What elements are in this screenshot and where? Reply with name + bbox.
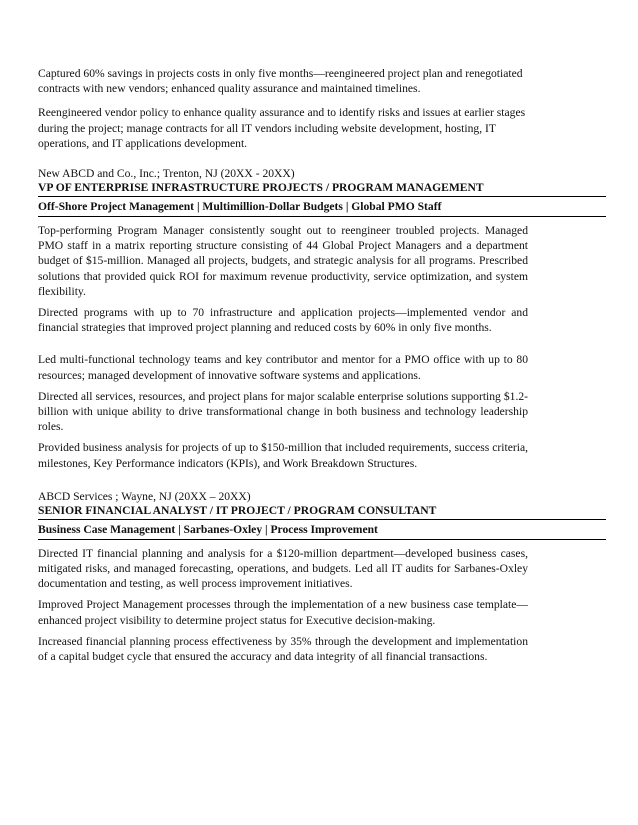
- top-achievement: Captured 60% savings in projects costs in only five months—reengineered project plan and renegotiated contracts with new vendors; enhanced quality assurance and maintained timelines.: [38, 67, 523, 96]
- job-company: ABCD Services ; Wayne, NJ (20XX – 20XX): [38, 489, 251, 503]
- top-achievement: Reengineered vendor policy to enhance quality assurance and to identify risks and issues at earlier stages during the project; manage contracts for all IT vendors including website development, hosting, IT operations, and IT applications development.: [38, 106, 526, 150]
- job-achievement: Provided business analysis for projects of up to $150-million that included requirements, success criteria, milestones, Key Performance indicators (KPIs), and Work Breakdown Structures.: [38, 441, 528, 470]
- resume-page: [38, 66, 528, 664]
- job-achievement: Led multi-functional technology teams and key contributor and mentor for a PMO office with up to 80 resources; managed development of innovative software systems and applications.: [38, 353, 528, 382]
- job-section: [38, 167, 528, 471]
- job-achievement: Directed IT financial planning and analysis for a $120-million department—developed business cases, mitigated risks, and managed forecasting, operations, and budgets. Led all IT audits for Sarbanes-Oxley documentation and testing, as well process improvement initiatives.: [38, 546, 528, 591]
- job-company: New ABCD and Co., Inc.; Trenton, NJ (20XX - 20XX): [38, 167, 295, 181]
- job-focus-areas: Business Case Management | Sarbanes-Oxley | Process Improvement: [38, 519, 606, 540]
- job-focus-areas: Off-Shore Project Management | Multimillion-Dollar Budgets | Global PMO Staff: [38, 196, 606, 217]
- job-section: [38, 490, 528, 664]
- job-achievement: Directed all services, resources, and project plans for major scalable enterprise solutions supporting $1.2-billion with unique ability to drive transformational change in both business and technology leadership roles.: [38, 389, 528, 434]
- job-summary: Top-performing Program Manager consistently sought out to reengineer troubled projects. Managed PMO staff in a matrix reporting structure consisting of 44 Global Project Managers and a department budget of $15-million. Managed all projects, budgets, and strategic analysis for all programs. Prescribed solutions that provided quick ROI for maximum revenue productivity, service optimization, and system flexibility.: [38, 224, 528, 298]
- job-achievement: Improved Project Management processes through the implementation of a new business case template—enhanced project visibility to determine project status for Executive decision-making.: [38, 598, 528, 627]
- job-achievement: Increased financial planning process effectiveness by 35% through the development and implementation of a capital budget cycle that ensured the accuracy and data integrity of all financial transactions.: [38, 634, 528, 664]
- job-title: VP OF ENTERPRISE INFRASTRUCTURE PROJECTS / PROGRAM MANAGEMENT: [38, 181, 484, 195]
- job-achievement: Directed programs with up to 70 infrastructure and application projects—implemented vendor and financial strategies that improved project planning and reduced costs by 60% in only five months.: [38, 306, 528, 335]
- job-title: SENIOR FINANCIAL ANALYST / IT PROJECT / PROGRAM CONSULTANT: [38, 503, 437, 517]
